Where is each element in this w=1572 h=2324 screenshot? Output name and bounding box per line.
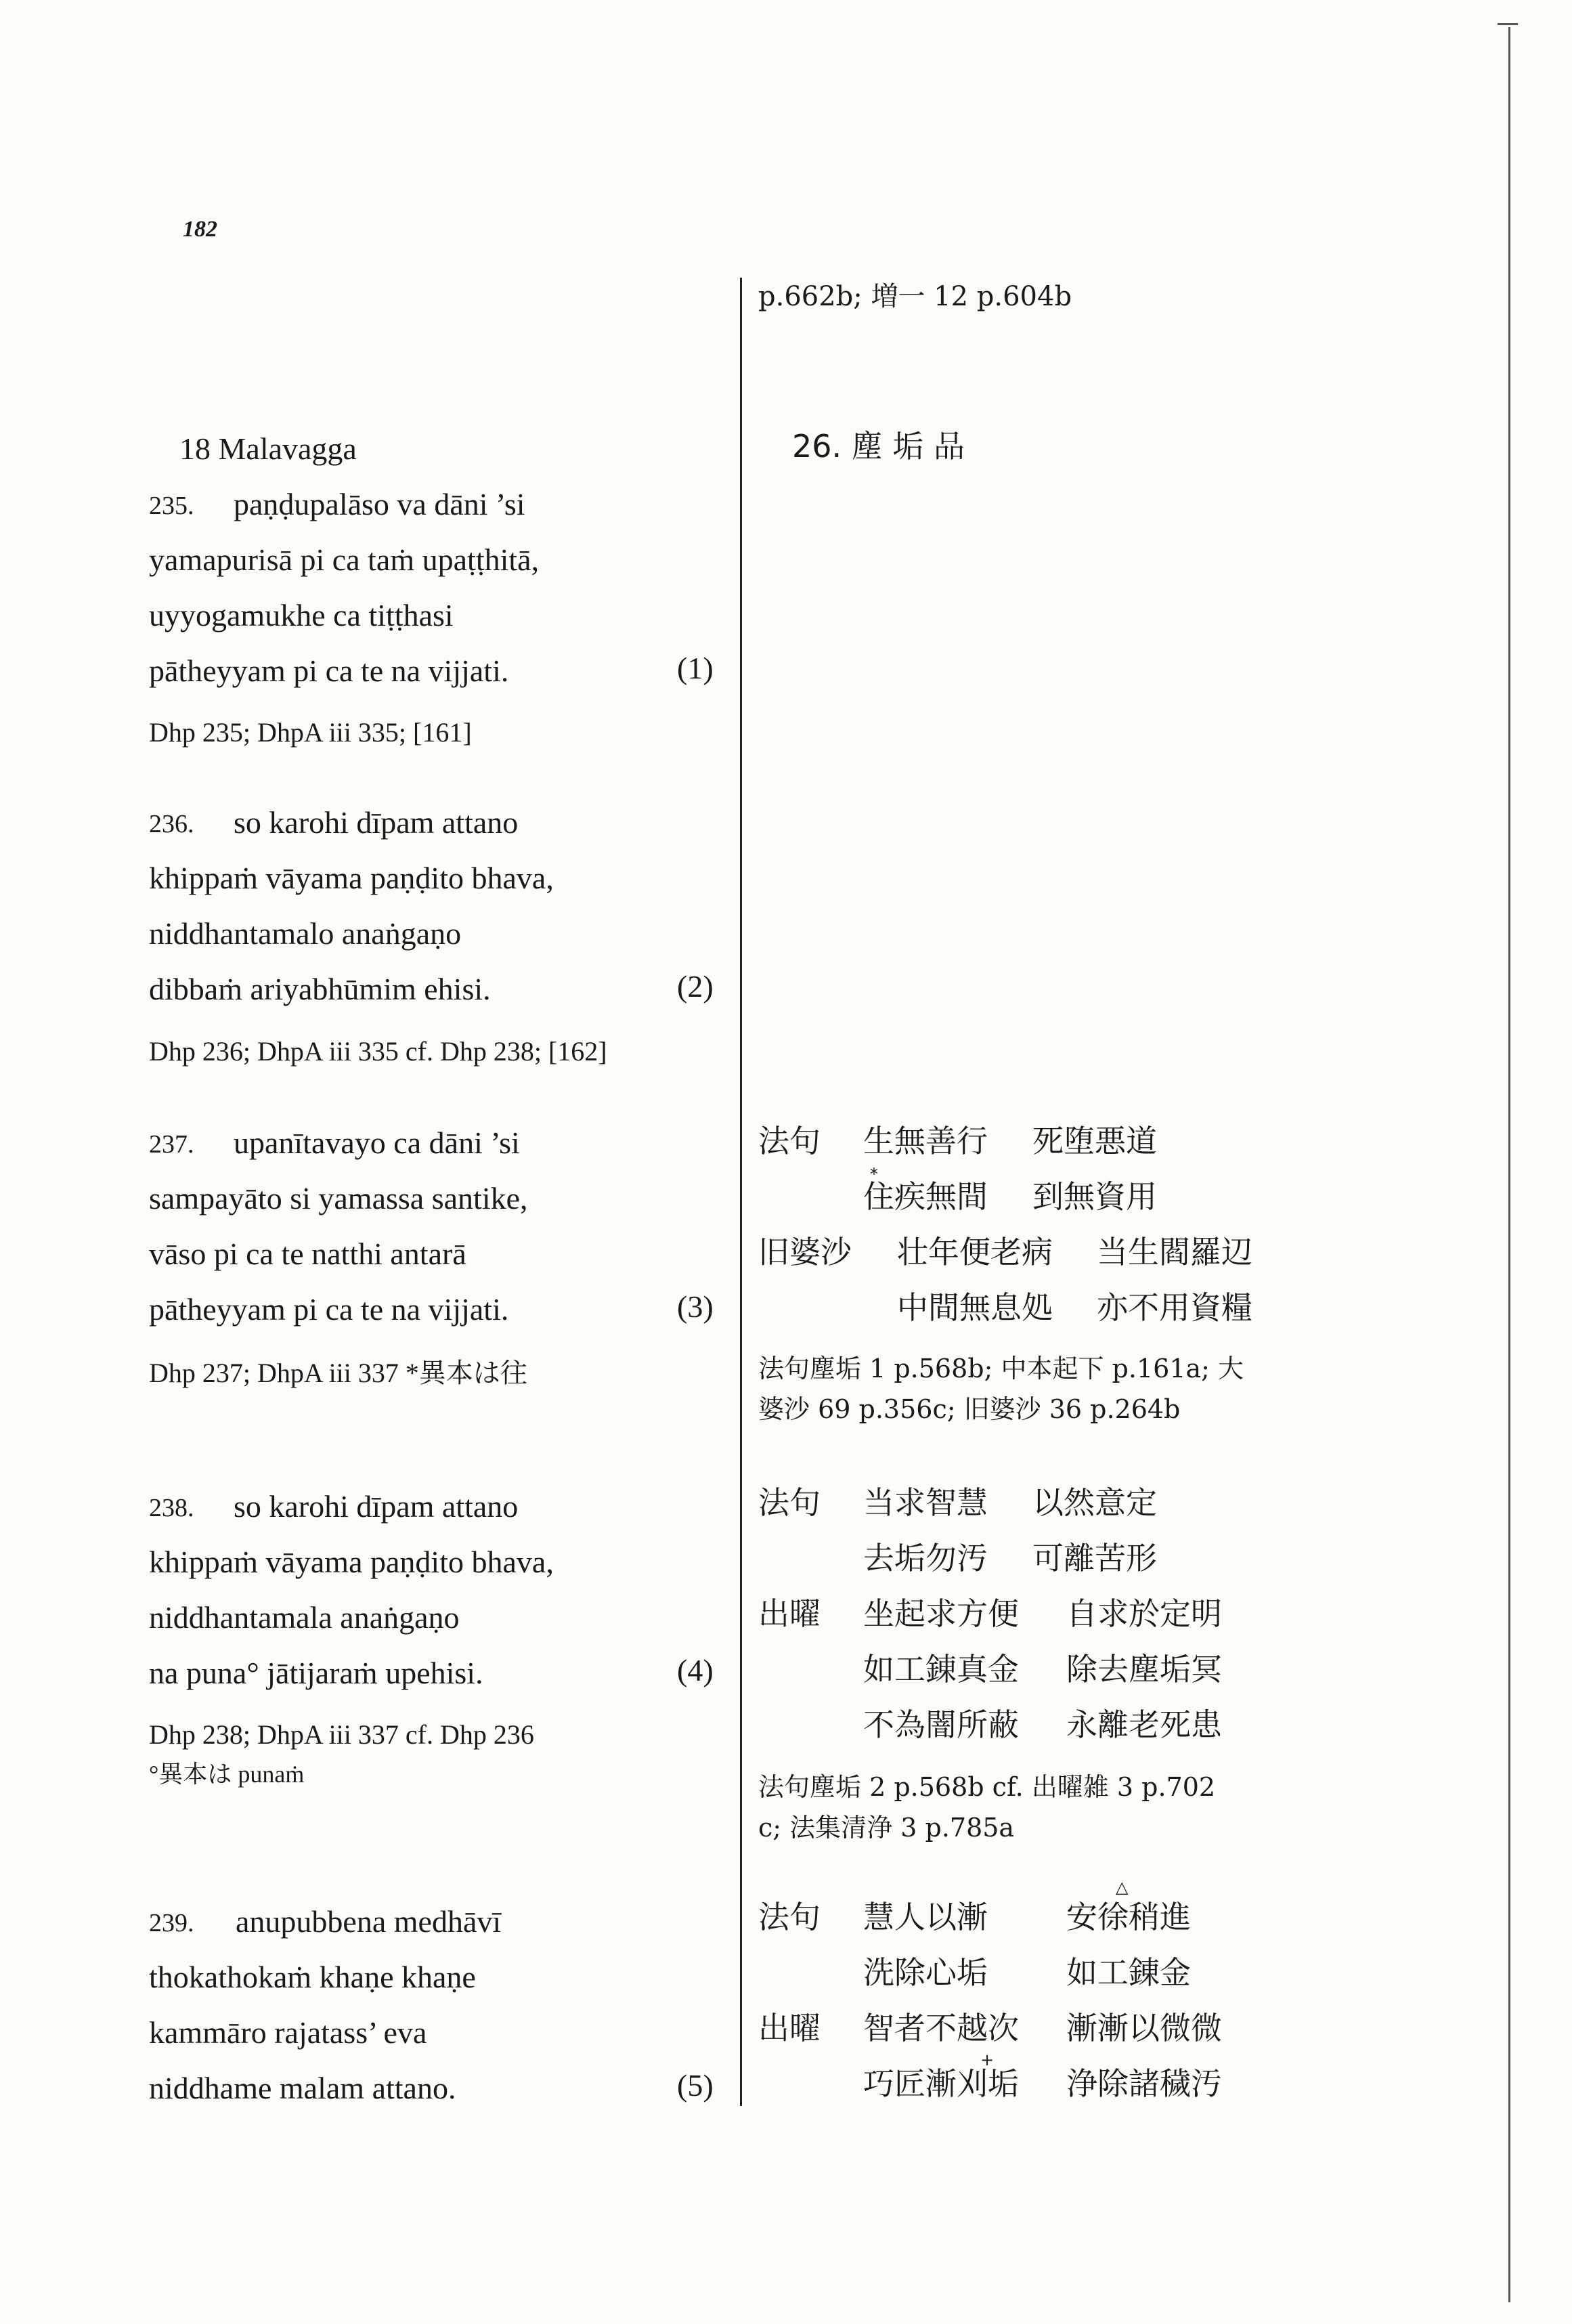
chinese-line: 死堕悪道 [1032, 1123, 1157, 1159]
chinese-line: 中間無息処 [897, 1289, 1053, 1326]
triangle-mark: △ [1116, 1878, 1129, 1897]
chinese-line: 慧人以漸 [863, 1899, 988, 1935]
column-divider [740, 278, 742, 2106]
chinese-line: 不為闇所蔽 [863, 1706, 1019, 1743]
verse-index: (4) [677, 1653, 714, 1687]
verse-number: 238. [149, 1494, 194, 1522]
source-label: 法句 [758, 1899, 821, 1935]
verse-line: khippaṁ vāyama paṇḍito bhava, [149, 1545, 554, 1579]
verse-line: paṇḍupalāso va dāni ’si [234, 487, 525, 521]
chapter-heading-left: 18 Malavagga [179, 431, 357, 466]
chinese-line: 如工錬真金 [863, 1651, 1019, 1687]
verse-line: khippaṁ vāyama paṇḍito bhava, [149, 861, 554, 895]
source-label: 出曜 [758, 2010, 821, 2046]
chinese-line: 永離老死患 [1066, 1706, 1222, 1743]
chinese-line: 浄除諸穢汚 [1066, 2065, 1222, 2102]
verse-line: niddhantamala anaṅgaṇo [149, 1600, 460, 1635]
chinese-line: 壮年便老病 [897, 1234, 1053, 1270]
chinese-line: 智者不越次 [863, 2010, 1019, 2046]
chinese-line: 洗除心垢 [863, 1954, 988, 1991]
verse-number: 239. [149, 1909, 194, 1937]
chinese-line: 以然意定 [1032, 1484, 1157, 1521]
chinese-line: 可離苦形 [1032, 1540, 1157, 1576]
chinese-line: 生無善行 [863, 1123, 988, 1159]
verse-line: na puna° jātijaraṁ upehisi. [149, 1656, 483, 1690]
source-label: 法句 [758, 1484, 821, 1521]
verse-line: thokathokaṁ khaṇe khaṇe [149, 1960, 476, 1994]
chinese-line: 亦不用資糧 [1097, 1289, 1252, 1326]
verse-line: pātheyyam pi ca te na vijjati. [149, 653, 509, 688]
verse-line: sampayāto si yamassa santike, [149, 1181, 528, 1215]
chinese-line: 除去塵垢冥 [1066, 1651, 1222, 1687]
verse-reference: Dhp 236; DhpA iii 335 cf. Dhp 238; [162] [149, 1036, 607, 1067]
verse-line: kammāro rajatass’ eva [149, 2015, 427, 2050]
chinese-line: 到無資用 [1032, 1178, 1157, 1215]
verse-number: 237. [149, 1130, 194, 1159]
verse-line: anupubbena medhāvī [236, 1904, 502, 1939]
verse-line: so karohi dīpam attano [234, 1489, 519, 1524]
parallel-reference: 婆沙 69 p.356c; 旧婆沙 36 p.264b [758, 1394, 1181, 1424]
verse-line: vāso pi ca te natthi antarā [149, 1236, 466, 1271]
verse-index: (3) [677, 1289, 714, 1324]
cross-mark: + [980, 2050, 995, 2069]
verse-line: niddhame malam attano. [149, 2071, 456, 2105]
chinese-line: 去垢勿汚 [863, 1540, 988, 1576]
right-edge-rule [1508, 27, 1510, 2302]
chinese-line: 坐起求方便 [863, 1595, 1019, 1632]
chinese-line: 当求智慧 [863, 1484, 988, 1521]
source-label: 出曜 [758, 1595, 821, 1632]
verse-number: 236. [149, 810, 194, 838]
verse-line: niddhantamalo anaṅgaṇo [149, 916, 462, 951]
verse-index: (5) [677, 2068, 714, 2103]
verse-reference: Dhp 235; DhpA iii 335; [161] [149, 717, 472, 748]
source-label: 法句 [758, 1123, 821, 1159]
verse-index: (2) [677, 969, 714, 1004]
page-number: 182 [183, 217, 217, 242]
verse-line: yamapurisā pi ca taṁ upaṭṭhitā, [149, 542, 540, 577]
variant-note: °異本は punaṁ [149, 1761, 305, 1788]
right-edge-tick [1498, 23, 1518, 25]
chinese-line: 如工錬金 [1066, 1954, 1191, 1991]
verse-line: so karohi dīpam attano [234, 805, 519, 840]
verse-line: pātheyyam pi ca te na vijjati. [149, 1292, 509, 1327]
chinese-line: 安徐稍進 [1066, 1899, 1191, 1935]
verse-line: upanītavayo ca dāni ’si [234, 1125, 520, 1160]
chinese-line: 当生閻羅辺 [1097, 1234, 1252, 1270]
parallel-reference: 法句塵垢 2 p.568b cf. 出曜雑 3 p.702 [758, 1772, 1216, 1802]
chinese-line: 自求於定明 [1066, 1595, 1222, 1632]
verse-line: uyyogamukhe ca tiṭṭhasi [149, 598, 454, 632]
chinese-line: 住疾無間 [863, 1178, 988, 1215]
verse-index: (1) [677, 651, 714, 685]
parallel-reference: c; 法集清浄 3 p.785a [758, 1813, 1015, 1843]
verse-line: dibbaṁ ariyabhūmim ehisi. [149, 972, 491, 1006]
chinese-line: 漸漸以微微 [1066, 2010, 1222, 2046]
asterisk-mark: * [870, 1165, 878, 1184]
verse-reference: Dhp 237; DhpA iii 337 *異本は往 [149, 1358, 527, 1388]
right-top-reference: p.662b; 増一 12 p.604b [758, 281, 1072, 312]
verse-number: 235. [149, 492, 194, 520]
source-label: 旧婆沙 [758, 1234, 852, 1270]
chinese-line: 巧匠漸刈垢 [863, 2065, 1019, 2102]
parallel-reference: 法句塵垢 1 p.568b; 中本起下 p.161a; 大 [758, 1354, 1244, 1383]
verse-reference: Dhp 238; DhpA iii 337 cf. Dhp 236 [149, 1719, 534, 1750]
chapter-heading-right: 26. 塵 垢 品 [792, 428, 965, 465]
